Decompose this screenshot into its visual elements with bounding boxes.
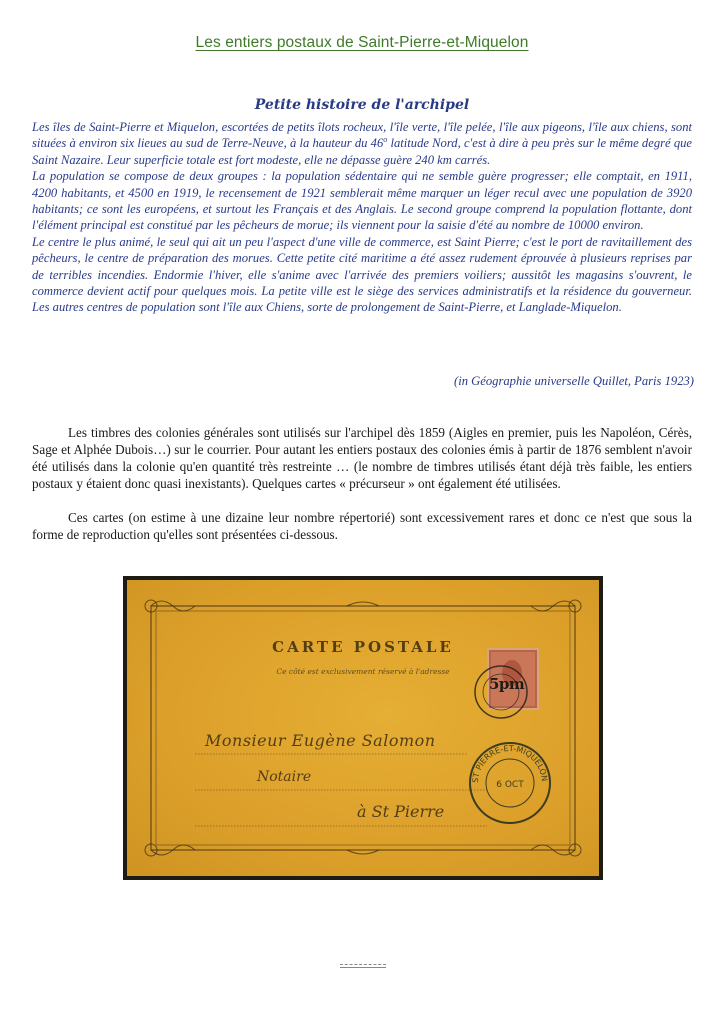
intro-text	[32, 424, 692, 543]
cancellation-date: 6 OCT	[496, 780, 524, 790]
history-source: (in Géographie universelle Quillet, Paris 1923)	[454, 374, 694, 388]
postmark-time: 5pm	[489, 675, 525, 693]
intro-paragraph-1: Les timbres des colonies générales sont utilisés sur l'archipel dès 1859 (Aigles en premier, puis les Napoléon, Cérès, Sage et Alphée Dubois…) sur le courrier. Pour autant les entiers postaux des colonies émis à partir de 1876 semblent n'avoir été utilisés dans la colonie qu'en quantité très restreinte … (le nombre de timbres utilisés étant déjà très faible, les entiers postaux y étaient donc quasi inexistants). Quelques cartes « précurseur » ont également été utilisées.	[32, 425, 692, 491]
postcard-address-name: Monsieur Eugène Salomon	[205, 731, 436, 750]
postcard-address-city: à St Pierre	[357, 802, 445, 821]
history-paragraph-2: La population se compose de deux groupes : la population sédentaire qui ne semble guère progresser; elle comptait, en 1911, 4200 habitants, et 4500 en 1919, le recensement de 1921 semblerait même marquer un léger recul avec une population de 3920 habitants; ce sont les européens, et surtout les Français et des Anglais. Le second groupe comprend la population flottante, dont l'élément principal est constitué par les pêcheurs de morue; ils viennent pour la saisie d'été au nombre de 10000 environ.	[32, 169, 692, 233]
postcard	[127, 580, 599, 876]
footer-mark	[340, 964, 386, 968]
postcard-address-title: Notaire	[257, 769, 312, 785]
postcard-subtitle: Ce côté est exclusivement réservé à l'adresse	[276, 667, 450, 676]
page-title: Les entiers postaux de Saint-Pierre-et-Miquelon	[195, 34, 529, 51]
cancellation-text: ST PIERRE-ET-MIQUELON	[470, 743, 550, 784]
history-text	[32, 119, 692, 316]
postcard-image	[123, 576, 603, 880]
intro-paragraph-2: Ces cartes (on estime à une dizaine leur nombre répertorié) sont excessivement rares et donc ce n'est que sous la forme de reproduction qu'elles sont présentées ci-dessous.	[32, 510, 692, 542]
postcard-title: CARTE POSTALE	[272, 638, 454, 656]
section-title: Petite histoire de l'archipel	[254, 97, 470, 113]
history-paragraph-3: Le centre le plus animé, le seul qui ait un peu l'aspect d'une ville de commerce, est Saint Pierre; c'est le port de ravitaillement des pêcheurs, le centre de préparation des morues. Cette petite cité maritime a été assez rudement éprouvée à plusieurs reprises par de terribles incendies. Endormie l'hiver, elle s'anime avec l'arrivée des premiers voiliers; aussitôt les magasins s'ouvrent, le commerce devient actif pour quelques mois. La petite ville est le siège des services administratifs et la résidence du gouverneur. Les autres centres de population sont l'île aux Chiens, sorte de prolongement de Saint-Pierre, et Langlade-Miquelon.	[32, 234, 692, 315]
postmark-icon	[127, 580, 599, 876]
cancellation-stamp-icon	[465, 738, 555, 828]
history-paragraph-1: Les îles de Saint-Pierre et Miquelon, escortées de petits îlots rocheux, l'île verte, l'île pelée, l'île aux pigeons, l'île aux chiens, sont situées à environ six lieues au sud de Terre-Neuve, à la hauteur du 46$^o$ latitude Nord, c'est à dire à peu près sur le même degré que Saint Nazaire. Leur superficie totale est fort modeste, elle ne dépasse guère 240 km carrés.	[32, 120, 692, 167]
svg-text:ST PIERRE-ET-MIQUELON	[471, 744, 549, 783]
